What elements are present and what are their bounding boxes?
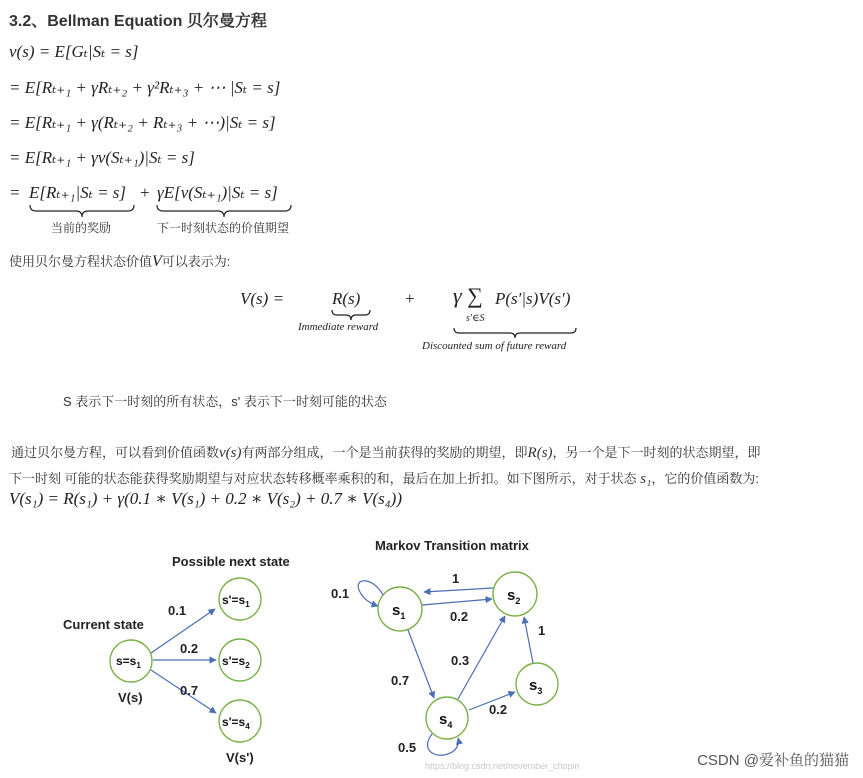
edge-s1-to-s2 (422, 599, 492, 605)
brace-label-2: 下一时刻状态的价值期望 (157, 221, 290, 235)
equation-line-2: = E[Rₜ₊₁ + γRₜ₊₂ + γ²Rₜ₊₃ + ⋯ |Sₜ = s] (9, 78, 281, 97)
value-gamma-sum: γ ∑ (453, 283, 483, 308)
prob-0-1: 0.1 (168, 603, 187, 618)
label-s1-self: 0.1 (331, 586, 350, 601)
next-node-2-label: $s'=s_2$ (222, 654, 250, 670)
paragraph-line-3: V(s₁) = R(s₁) + γ(0.1 ∗ V(s₁) + 0.2 ∗ V(s₂) + 0.7 ∗ V(s₄)) (9, 489, 402, 508)
immediate-reward-caption: Immediate reward (298, 321, 379, 333)
equation-line-3: = E[Rₜ₊₁ + γ(Rₜ₊₂ + Rₜ₊₃ + ⋯)|Sₜ = s] (9, 113, 276, 132)
edge-s1-to-s4 (408, 630, 434, 698)
underbrace-2 (157, 205, 291, 217)
value-underbrace-2 (454, 328, 576, 338)
markov-node-s2-label: $s_2$ (507, 587, 521, 606)
vs-label: V(s) (118, 690, 143, 705)
prob-0-7: 0.7 (180, 683, 199, 698)
label-s1-to-s4: 0.7 (391, 673, 410, 688)
value-term1: R(s) (332, 289, 361, 308)
brace-label-1: 当前的奖励 (51, 221, 112, 235)
value-lhs: V(s) = (240, 289, 285, 308)
label-s4-self: 0.5 (398, 740, 417, 755)
next-node-1-label: $s'=s_1$ (222, 593, 250, 609)
value-underbrace-1 (332, 310, 370, 320)
markov-matrix-title: Markov Transition matrix (375, 538, 529, 553)
equation-line-4: = E[Rₜ₊₁ + γv(Sₜ₊₁)|Sₜ = s] (9, 148, 195, 167)
edge-s3-to-s2 (524, 617, 533, 663)
intro-line (9, 251, 230, 271)
next-node-4-label: $s'=s_4$ (222, 715, 250, 731)
p1-text-b: 有两部分组成，一个是当前获得的奖励的期望，即 (241, 445, 528, 460)
future-reward-caption: Discounted sum of future reward (422, 340, 567, 352)
current-node-label: $s=s_1$ (116, 654, 141, 670)
label-s4-to-s2: 0.3 (451, 653, 470, 668)
equation-line-5-term1: E[Rₜ₊₁|Sₜ = s] (29, 183, 127, 202)
markov-node-s1-label: $s_1$ (392, 602, 406, 621)
edge-s2-to-s1 (424, 588, 493, 592)
markov-node-s4-label: $s_4$ (439, 711, 453, 730)
p2-var-s1: s₁ (640, 471, 652, 487)
current-state-label: Current state (63, 617, 144, 632)
paragraph-line-1 (11, 442, 761, 462)
p1-var-v: v(s) (219, 445, 242, 461)
label-s4-to-s3: 0.2 (489, 702, 508, 717)
p1-text-a: 通过贝尔曼方程，可以看到价值函数 (11, 445, 220, 460)
markov-node-s3-label: $s_3$ (529, 677, 543, 696)
intro-var: V (152, 253, 162, 270)
p2-text-a: 下一时刻 可能的状态能获得奖励期望与对应状态转移概率乘积的和，最后在加上折扣。如下图所示，对于状态 (9, 471, 637, 486)
value-plus: + (405, 289, 415, 308)
label-s1-to-s2: 0.2 (450, 609, 469, 624)
underbrace-1 (30, 205, 134, 217)
equation-line-5-prefix: = (9, 183, 21, 202)
vs-prime-label: V(s') (226, 750, 254, 765)
csdn-watermark: CSDN @爱补鱼的猫猫 (697, 752, 849, 769)
equation-line-5-plus: + (139, 183, 151, 202)
possible-next-state-title: Possible next state (172, 554, 290, 569)
p2-text-b: ，它的价值函数为: (651, 471, 759, 486)
state-note: S 表示下一时刻的所有状态，s' 表示下一时刻可能的状态 (63, 394, 387, 409)
equation-line-1: v(s) = E[Gₜ|Sₜ = s] (9, 42, 139, 61)
p1-var-r: R(s) (527, 445, 553, 461)
p1-text-c: ，另一个是下一时刻的状态期望，即 (552, 445, 761, 460)
markov-diagrams (0, 520, 863, 778)
value-sum-subscript: s′∈S (466, 313, 485, 324)
label-s3-to-s2: 1 (538, 623, 546, 638)
label-s2-to-s1: 1 (452, 571, 460, 586)
section-heading: 3.2、Bellman Equation 贝尔曼方程 (9, 13, 267, 30)
source-url-watermark: https://blog.csdn.net/november_chopin (425, 761, 580, 771)
equation-line-5-term2: γE[v(Sₜ₊₁)|Sₜ = s] (157, 183, 278, 202)
intro-text: 使用贝尔曼方程状态价值 (9, 254, 153, 269)
value-term2: P(s′|s)V(s′) (495, 289, 571, 308)
underbraces (0, 0, 863, 240)
prob-0-2: 0.2 (180, 641, 199, 656)
intro-text-2: 可以表示为: (161, 254, 231, 269)
paragraph-line-2 (9, 468, 759, 488)
